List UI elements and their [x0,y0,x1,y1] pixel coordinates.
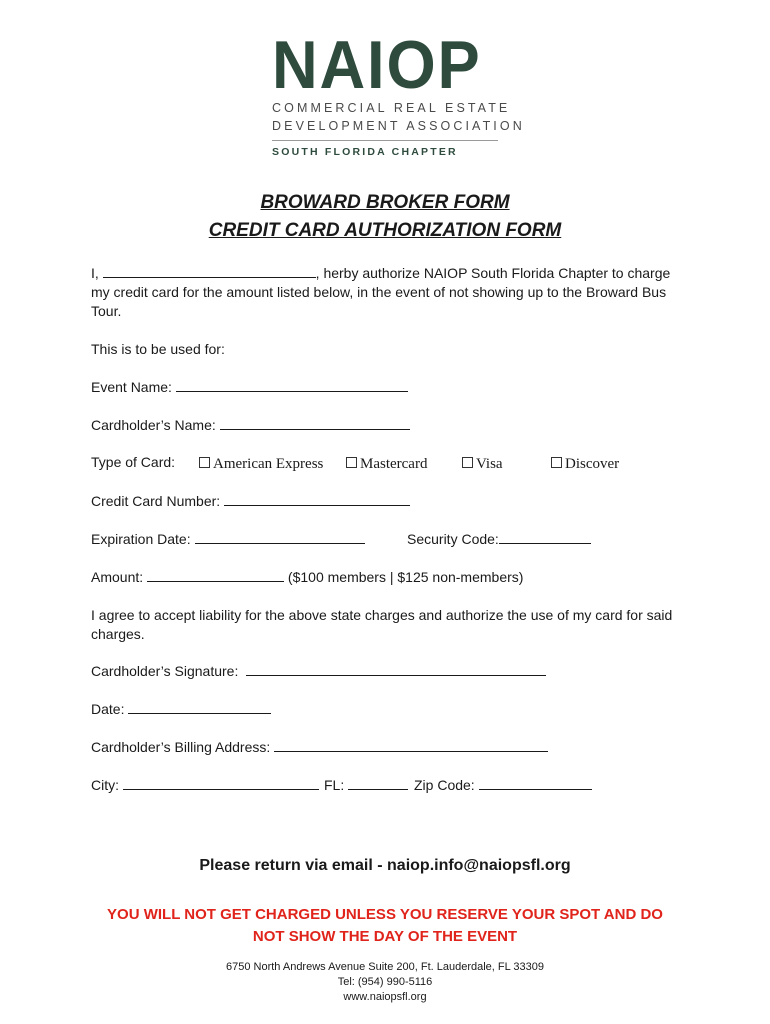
mastercard-checkbox[interactable] [346,457,357,468]
billing-address-label: Cardholder’s Billing Address: [91,739,271,755]
intro-text: , herby authorize NAIOP South Florida Chapter to charge [315,265,671,281]
cardholder-name-field[interactable] [220,416,410,430]
logo-line-2: DEVELOPMENT ASSOCIATION [272,119,525,133]
logo-divider [272,140,498,141]
agreement-line-1: I agree to accept liability for the above state charges and authorize the use of my card for said [91,607,673,623]
card-option-amex[interactable] [199,456,323,473]
signature-row [91,662,546,679]
security-code-row [407,530,591,547]
amount-row [91,568,523,585]
return-email: Please return via email - naiop.info@naiopsfl.org [199,857,571,874]
card-number-field[interactable] [224,492,410,506]
card-option-visa[interactable] [462,456,503,473]
security-code-field[interactable] [499,530,591,544]
card-number-label: Credit Card Number: [91,493,221,509]
footer-tel: Tel: (954) 990-5116 [337,976,433,988]
expiration-field[interactable] [195,530,365,544]
expiration-row [91,530,365,547]
footer-address: 6750 North Andrews Avenue Suite 200, Ft. Lauderdale, FL 33309 [225,961,544,973]
card-option-mastercard[interactable] [346,456,427,473]
date-label: Date: [91,701,125,717]
amex-checkbox[interactable] [199,457,210,468]
logo-name: NAIOP [272,27,482,103]
type-of-card-label: Type of Card: [91,454,176,470]
state-field[interactable] [348,776,408,790]
form-title: BROWARD BROKER FORM [260,192,510,213]
mastercard-label: Mastercard [360,456,428,472]
agreement-paragraph [91,606,691,644]
zip-row [414,776,592,793]
amount-label: Amount: [91,569,144,585]
card-number-row [91,492,410,509]
warning-line-2: NOT SHOW THE DAY OF THE EVENT [252,928,518,945]
cardholder-name-row [91,416,410,433]
security-code-label: Security Code: [407,531,499,547]
amount-note: ($100 members | $125 non-members) [287,569,524,585]
cardholder-name-label: Cardholder’s Name: [91,417,216,433]
event-name-row [91,378,408,395]
signature-label: Cardholder’s Signature: [91,663,239,679]
city-field[interactable] [123,776,319,790]
name-blank[interactable] [103,264,316,278]
state-label: FL: [324,777,345,793]
footer-website: www.naiopsfl.org [343,991,427,1003]
billing-address-row [91,738,548,755]
warning-line-1: YOU WILL NOT GET CHARGED UNLESS YOU RESERVE YOUR SPOT AND DO [107,906,663,923]
logo-chapter: SOUTH FLORIDA CHAPTER [272,146,458,158]
intro-paragraph [91,264,691,321]
intro-line-2: my credit card for the amount listed below, in the event of not showing up to the Broward Bus [91,284,667,300]
visa-checkbox[interactable] [462,457,473,468]
expiration-label: Expiration Date: [91,531,191,547]
logo-line-1: COMMERCIAL REAL ESTATE [272,101,511,115]
city-label: City: [91,777,119,793]
intro-line-3: Tour. [91,303,122,319]
form-subtitle: CREDIT CARD AUTHORIZATION FORM [208,220,562,241]
event-name-label: Event Name: [91,379,172,395]
signature-field[interactable] [246,662,546,676]
zip-label: Zip Code: [414,777,475,793]
billing-address-field[interactable] [274,738,548,752]
amount-field[interactable] [147,568,284,582]
discover-label: Discover [565,456,620,472]
used-for-label: This is to be used for: [91,341,225,357]
discover-checkbox[interactable] [551,457,562,468]
intro-prefix: I, [91,265,99,281]
naiop-logo [272,27,525,158]
state-row [324,776,408,793]
visa-label: Visa [476,456,503,472]
zip-field[interactable] [479,776,592,790]
card-option-discover[interactable] [551,456,619,473]
date-row [91,700,271,717]
amex-label: American Express [213,456,324,472]
event-name-field[interactable] [176,378,408,392]
agreement-line-2: charges. [91,626,145,642]
city-row [91,776,319,793]
date-field[interactable] [128,700,271,714]
